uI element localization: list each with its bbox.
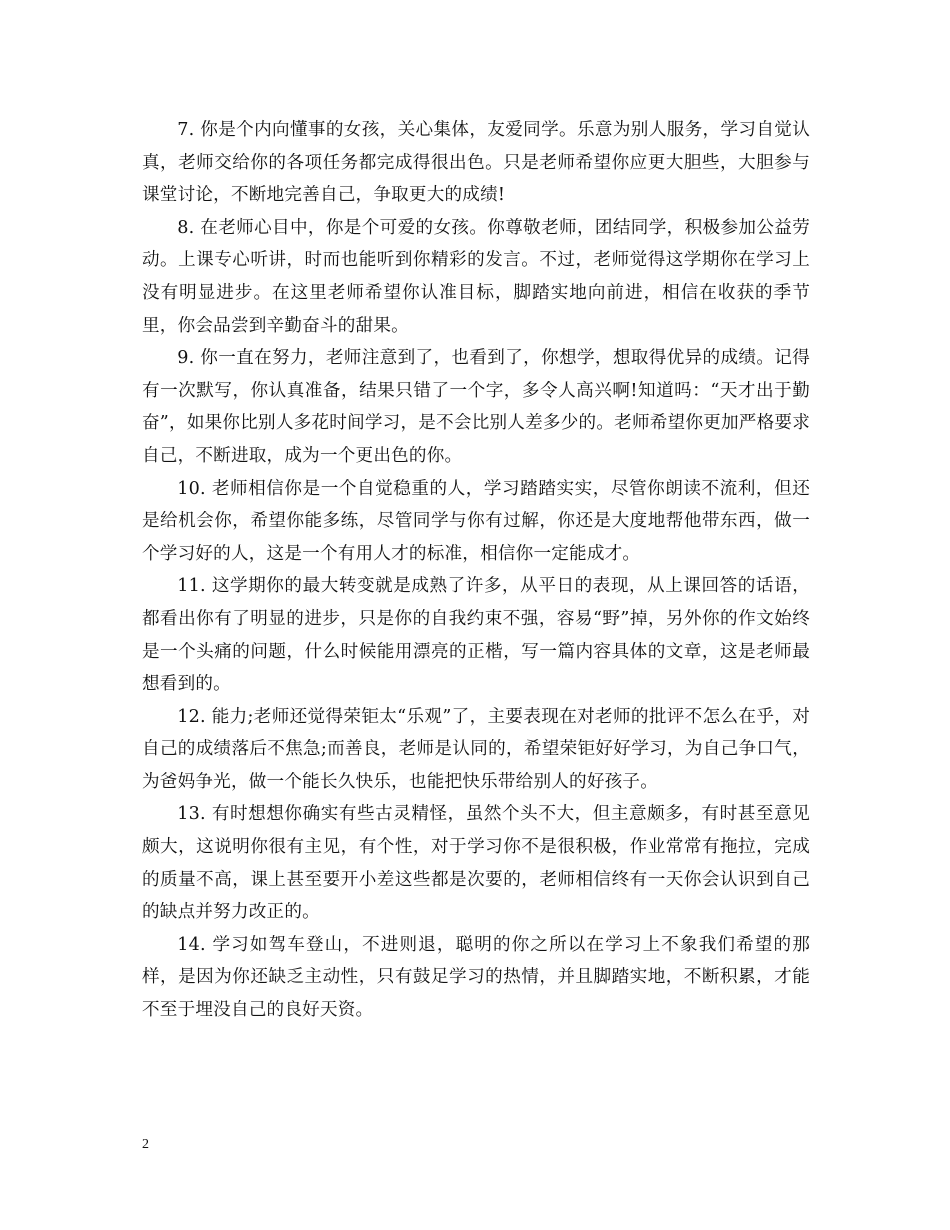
paragraph-14: 14. 学习如驾车登山，不进则退，聪明的你之所以在学习上不象我们希望的那样，是因为你还缺乏主动性，只有鼓足学习的热情，并且脚踏实地，不断积累，才能不至于埋没自己的良好天资。: [142, 934, 810, 1021]
paragraph-12: 12. 能力;老师还觉得荣钜太“乐观”了，主要表现在对老师的批评不怎么在乎，对自己的成绩落后不焦急;而善良，老师是认同的，希望荣钜好好学习，为自己争口气，为爸妈争光，做一个能长久快乐，也能把快乐带给别人的好孩子。: [142, 706, 810, 792]
paragraph-10: 10. 老师相信你是一个自觉稳重的人，学习踏踏实实，尽管你朗读不流利，但还是给机会你，希望你能多练，尽管同学与你有过解，你还是大度地帮他带东西，做一个学习好的人，这是一个有用人才的标准，相信你一定能成才。: [142, 478, 810, 564]
paragraph-11: 11. 这学期你的最大转变就是成熟了许多，从平日的表现，从上课回答的话语，都看出你有了明显的进步，只是你的自我约束不强，容易“野”掉，另外你的作文始终是一个头痛的问题，什么时候能用漂亮的正楷，写一篇内容具体的文章，这是老师最想看到的。: [142, 576, 810, 695]
paragraph-13: 13. 有时想想你确实有些古灵精怪，虽然个头不大，但主意颇多，有时甚至意见颇大，这说明你很有主见，有个性，对于学习你不是很积极，作业常常有拖拉，完成的质量不高，课上甚至要开小差这些都是次要的，老师相信终有一天你会认识到自己的缺点并努力改正的。: [142, 804, 810, 923]
paragraph-9: 9. 你一直在努力，老师注意到了，也看到了，你想学，想取得优异的成绩。记得有一次默写，你认真准备，结果只错了一个字，多令人高兴啊!知道吗：“天才出于勤奋”，如果你比别人多花时间学习，是不会比别人差多少的。老师希望你更加严格要求自己，不断进取，成为一个更出色的你。: [142, 348, 810, 466]
page-number: 2: [142, 1137, 149, 1152]
document-body: [142, 114, 810, 1027]
paragraph-8: 8. 在老师心目中，你是个可爱的女孩。你尊敬老师，团结同学，积极参加公益劳动。上课专心听讲，时而也能听到你精彩的发言。不过，老师觉得这学期你在学习上没有明显进步。在这里老师希望你认准目标，脚踏实地向前进，相信在收获的季节里，你会品尝到辛勤奋斗的甜果。: [142, 217, 810, 336]
paragraph-7: 7. 你是个内向懂事的女孩，关心集体，友爱同学。乐意为别人服务，学习自觉认真，老师交给你的各项任务都完成得很出色。只是老师希望你应更大胆些，大胆参与课堂讨论，不断地完善自己，争取更大的成绩!: [142, 120, 810, 206]
